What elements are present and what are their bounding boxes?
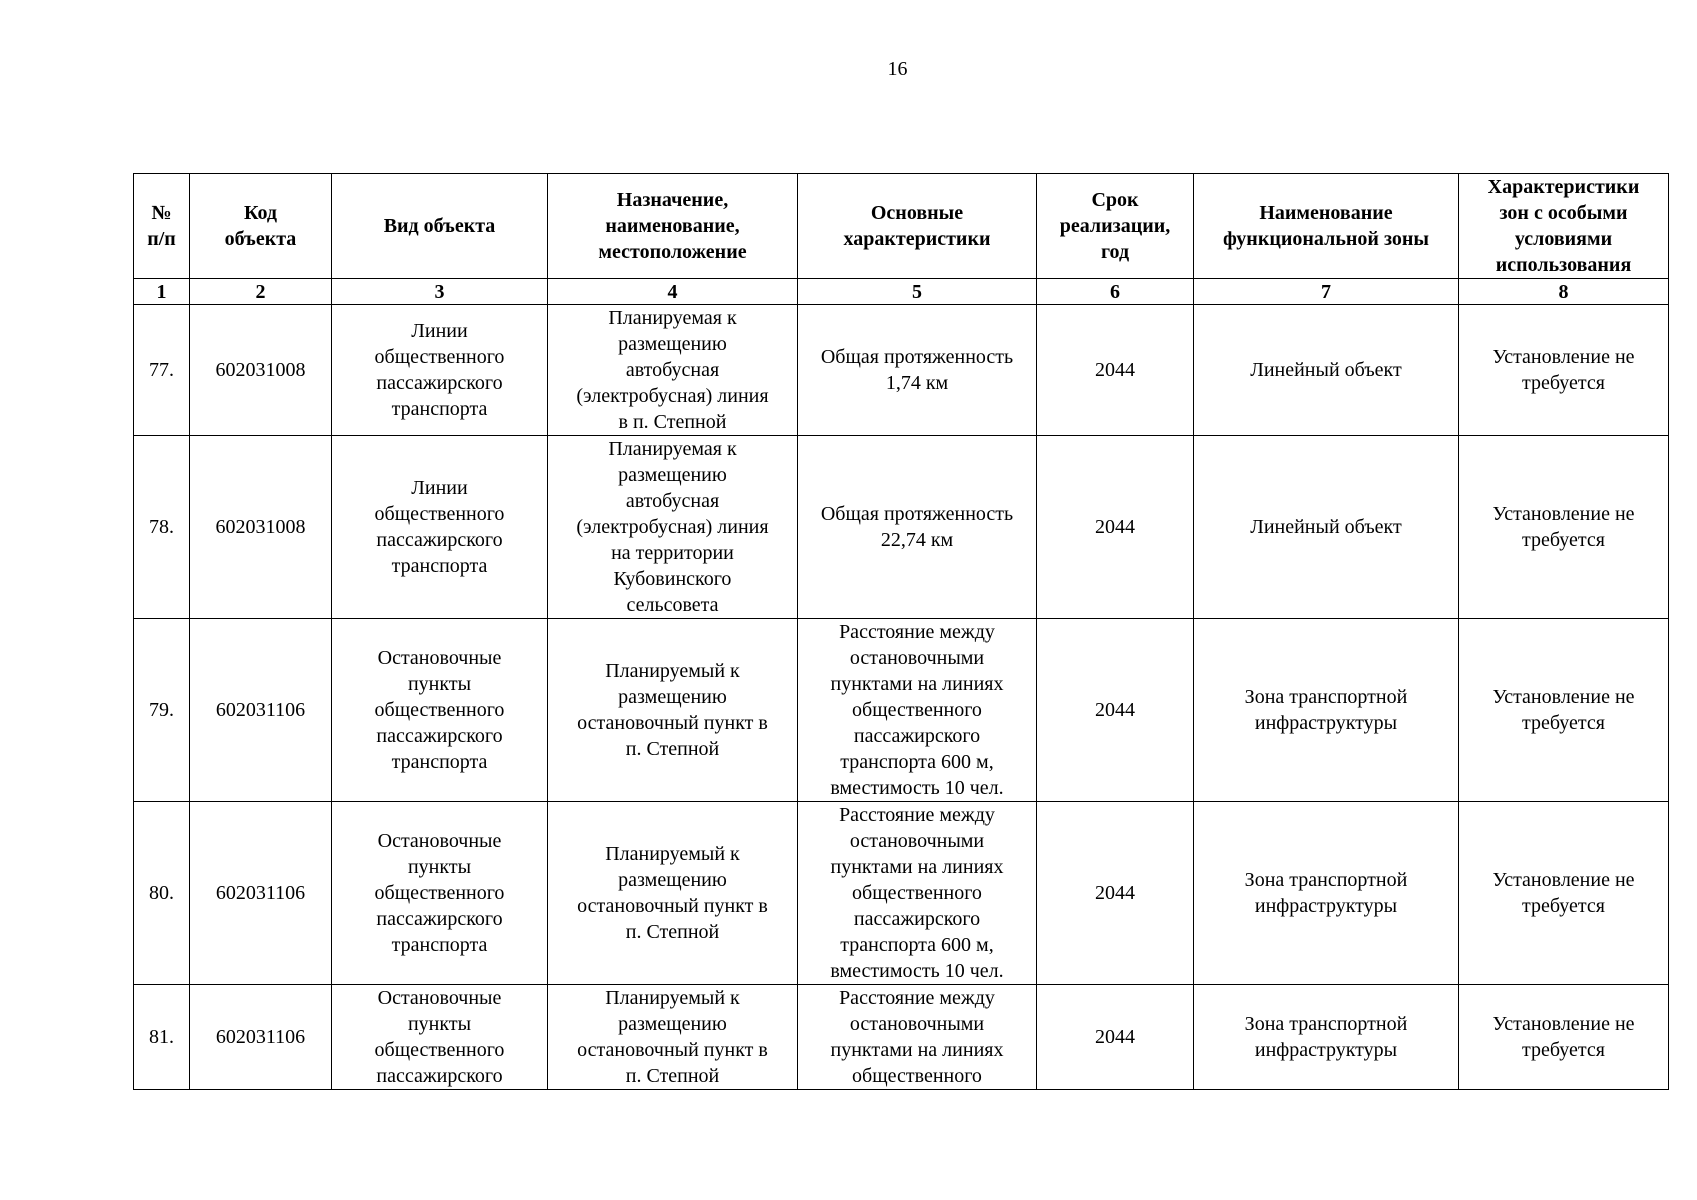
implementation-year: 2044: [1037, 436, 1194, 619]
object-type: Линии общественного пассажирского транспорта: [332, 305, 548, 436]
header-purpose: Назначение, наименование, местоположение: [548, 174, 798, 279]
header-type: Вид объекта: [332, 174, 548, 279]
table-row: [134, 305, 1669, 436]
column-number: 3: [332, 279, 548, 305]
object-code: 602031106: [190, 802, 332, 985]
implementation-year: 2044: [1037, 985, 1194, 1090]
table-row: [134, 802, 1669, 985]
row-number: 78.: [134, 436, 190, 619]
implementation-year: 2044: [1037, 305, 1194, 436]
special-zone-characteristics: Установление не требуется: [1459, 619, 1669, 802]
object-type: Остановочные пункты общественного пассажирского транспорта: [332, 802, 548, 985]
row-number: 80.: [134, 802, 190, 985]
object-code: 602031008: [190, 305, 332, 436]
object-purpose: Планируемый к размещению остановочный пункт в п. Степной: [548, 985, 798, 1090]
row-number: 77.: [134, 305, 190, 436]
object-characteristics: Общая протяженность 22,74 км: [798, 436, 1037, 619]
column-number-row: [134, 279, 1669, 305]
header-num: № п/п: [134, 174, 190, 279]
header-year: Срок реализации, год: [1037, 174, 1194, 279]
functional-zone: Линейный объект: [1194, 436, 1459, 619]
header-characteristics: Основные характеристики: [798, 174, 1037, 279]
table-row: [134, 619, 1669, 802]
header-special: Характеристики зон с особыми условиями использования: [1459, 174, 1669, 279]
object-purpose: Планируемая к размещению автобусная (электробусная) линия в п. Степной: [548, 305, 798, 436]
header-code: Код объекта: [190, 174, 332, 279]
object-characteristics: Общая протяженность 1,74 км: [798, 305, 1037, 436]
row-number: 81.: [134, 985, 190, 1090]
special-zone-characteristics: Установление не требуется: [1459, 802, 1669, 985]
column-number: 4: [548, 279, 798, 305]
implementation-year: 2044: [1037, 802, 1194, 985]
object-code: 602031008: [190, 436, 332, 619]
table-row: [134, 436, 1669, 619]
functional-zone: Линейный объект: [1194, 305, 1459, 436]
functional-zone: Зона транспортной инфраструктуры: [1194, 619, 1459, 802]
column-number: 6: [1037, 279, 1194, 305]
implementation-year: 2044: [1037, 619, 1194, 802]
object-purpose: Планируемый к размещению остановочный пункт в п. Степной: [548, 619, 798, 802]
object-type: Остановочные пункты общественного пассажирского транспорта: [332, 619, 548, 802]
column-number: 1: [134, 279, 190, 305]
special-zone-characteristics: Установление не требуется: [1459, 305, 1669, 436]
object-purpose: Планируемый к размещению остановочный пункт в п. Степной: [548, 802, 798, 985]
object-type: Линии общественного пассажирского транспорта: [332, 436, 548, 619]
functional-zone: Зона транспортной инфраструктуры: [1194, 985, 1459, 1090]
table-row: [134, 985, 1669, 1090]
object-characteristics: Расстояние между остановочными пунктами на линиях общественного пассажирского транспорта 600 м, вместимость 10 чел.: [798, 802, 1037, 985]
object-type: Остановочные пункты общественного пассажирского: [332, 985, 548, 1090]
row-number: 79.: [134, 619, 190, 802]
object-characteristics: Расстояние между остановочными пунктами на линиях общественного: [798, 985, 1037, 1090]
column-number: 7: [1194, 279, 1459, 305]
column-number: 5: [798, 279, 1037, 305]
column-number: 8: [1459, 279, 1669, 305]
objects-table: [133, 173, 1669, 1090]
object-purpose: Планируемая к размещению автобусная (электробусная) линия на территории Кубовинского сельсовета: [548, 436, 798, 619]
special-zone-characteristics: Установление не требуется: [1459, 436, 1669, 619]
object-code: 602031106: [190, 619, 332, 802]
functional-zone: Зона транспортной инфраструктуры: [1194, 802, 1459, 985]
object-code: 602031106: [190, 985, 332, 1090]
header-zone: Наименование функциональной зоны: [1194, 174, 1459, 279]
column-number: 2: [190, 279, 332, 305]
object-characteristics: Расстояние между остановочными пунктами на линиях общественного пассажирского транспорта 600 м, вместимость 10 чел.: [798, 619, 1037, 802]
header-row: [134, 174, 1669, 279]
page-number: 16: [887, 58, 908, 80]
special-zone-characteristics: Установление не требуется: [1459, 985, 1669, 1090]
